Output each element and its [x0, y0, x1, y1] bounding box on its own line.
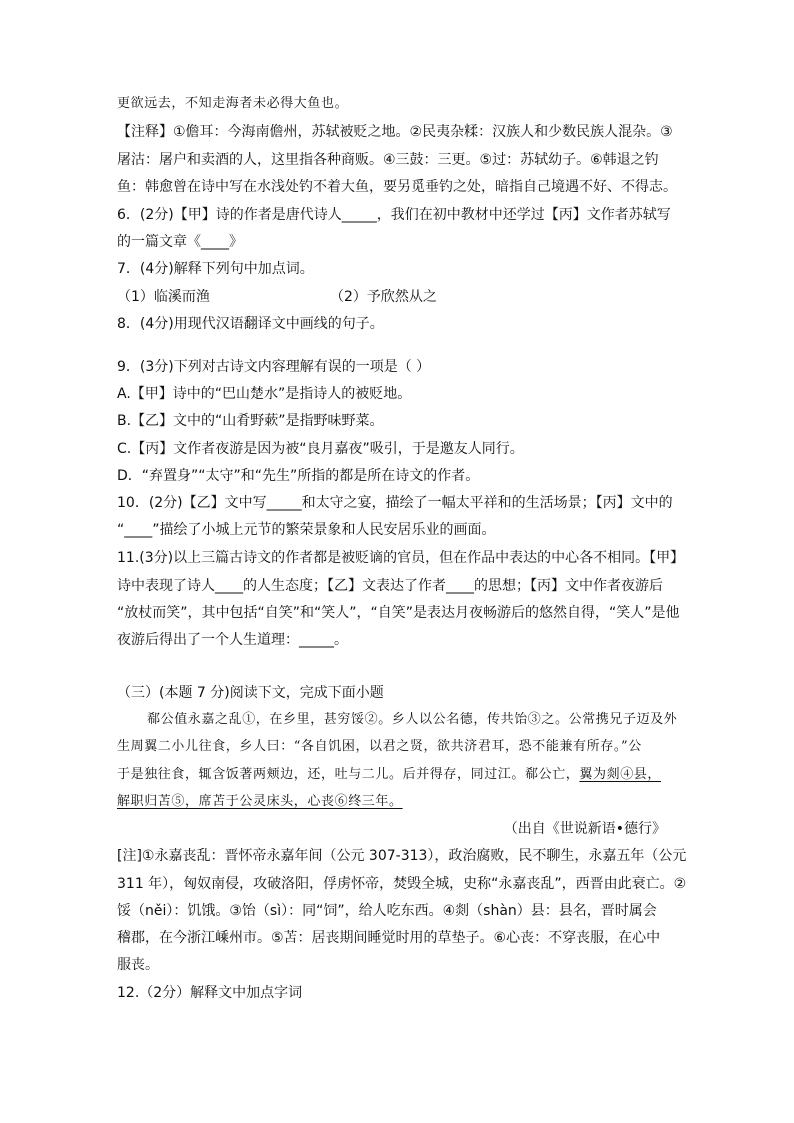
- question-7: 7．(4分)解释下列句中加点词。: [117, 261, 314, 277]
- question-10-line-1: 10．(2分)【乙】文中写_____和太守之宴，描绘了一幅太平祥和的生活场景；【丙】文中的: [117, 495, 673, 511]
- question-7-item-1: （1）临溪而渔: [117, 289, 210, 305]
- notes-2-line-2: 311 年），匈奴南侵，攻破洛阳，俘虏怀帝，焚毁全城，史称“永嘉丧乱”，西晋由此衰亡。②: [117, 876, 687, 892]
- question-9-option-d: D．“弃置身”“太守”和“先生”所指的都是所在诗文的作者。: [117, 468, 480, 484]
- passage-tail: 更欲远去，不知走海者未必得大鱼也。: [117, 96, 349, 111]
- question-8: 8．(4分)用现代汉语翻译文中画线的句子。: [117, 316, 384, 332]
- notes-2-line-3: 馁（něi）：饥饿。③饴（sì）：同“饲”，给人吃东西。④剡（shàn）县：县名，晋时属会: [117, 903, 657, 919]
- question-11-line-1: 11.(3分)以上三篇古诗文的作者都是被贬谪的官员，但在作品中表达的中心各不相同。【甲】: [117, 550, 685, 566]
- notes-2-line-5: 服丧。: [117, 957, 159, 973]
- question-9-option-b: B.【乙】文中的“山肴野蔌”是指野味野菜。: [117, 413, 384, 429]
- passage-2-underlined-sentence-part-2: 解职归苫⑤，席苫于公灵床头，心丧⑥终三年。: [117, 794, 403, 809]
- question-11-line-4: 夜游后得出了一个人生道理：_____。: [117, 632, 348, 648]
- passage-2-source: （出自《世说新语•德行》: [503, 821, 666, 837]
- passage-2-line-3: [117, 765, 661, 785]
- question-12: 12.（2分）解释文中加点字词: [117, 985, 303, 1001]
- passage-2-line-3-text: 于是独往食，辄含饭著两颊边，还，吐与二儿。后并得存，同过江。郗公亡，: [117, 767, 580, 782]
- question-6-line-1: 6．(2分)【甲】诗的作者是唐代诗人_____，我们在初中教材中还学过【丙】文作者苏轼写: [117, 207, 671, 223]
- passage-2-line-1: 郗公值永嘉之乱①，在乡里，甚穷馁②。乡人以公名德，传共饴③之。公常携兄子迈及外: [147, 712, 678, 727]
- question-6-line-2: 的一篇文章《____》: [117, 234, 243, 250]
- passage-2-underlined-sentence-part-1: 翼为剡④县，: [579, 767, 662, 782]
- question-11-line-2: 诗中表现了诗人____的人生态度；【乙】文表达了作者____的思想；【丙】文中作者夜游后: [117, 578, 663, 594]
- section-3-heading: （三）(本题 7 分)阅读下文，完成下面小题: [117, 685, 384, 701]
- passage-2-line-4: [117, 792, 403, 812]
- question-11-line-3: “放杖而笑”，其中包括“自笑”和“笑人”，“自笑”是表达月夜畅游后的悠然自得，“笑人”是他: [117, 605, 680, 621]
- notes-line-3: 鱼：韩愈曾在诗中写在水浅处钓不着大鱼，要另觅垂钓之处，暗指自己境遇不好、不得志。: [117, 179, 677, 195]
- notes-line-2: 屠沽：屠户和卖酒的人，这里指各种商贩。④三鼓：三更。⑤过：苏轼幼子。⑥韩退之钓: [117, 152, 659, 168]
- question-9-option-a: A.【甲】诗中的“巴山楚水”是指诗人的被贬地。: [117, 386, 412, 402]
- notes-2-line-4: 稽郡，在今浙江嵊州市。⑤苫：居丧期间睡觉时用的草垫子。⑥心丧：不穿丧服，在心中: [117, 930, 661, 946]
- notes-line-1: 【注释】①儋耳：今海南儋州，苏轼被贬之地。②民夷杂糅：汉族人和少数民族人混杂。③: [117, 124, 673, 140]
- passage-2-line-2: 生周翼二小儿往食，乡人曰：“各自饥困，以君之贤，欲共济君耳，恐不能兼有所存。”公: [117, 739, 642, 754]
- notes-2-line-1: [注]①永嘉丧乱：晋怀帝永嘉年间（公元 307-313），政治腐败，民不聊生，永嘉五年（公元: [117, 848, 687, 864]
- question-9: 9．(3分)下列对古诗文内容理解有误的一项是（ ）: [117, 359, 431, 375]
- question-7-item-2: （2）予欣然从之: [330, 289, 437, 305]
- question-9-option-c: C.【丙】文作者夜游是因为被“良月嘉夜”吸引，于是邀友人同行。: [117, 441, 524, 457]
- question-10-line-2: “____”描绘了小城上元节的繁荣景象和人民安居乐业的画面。: [117, 522, 496, 538]
